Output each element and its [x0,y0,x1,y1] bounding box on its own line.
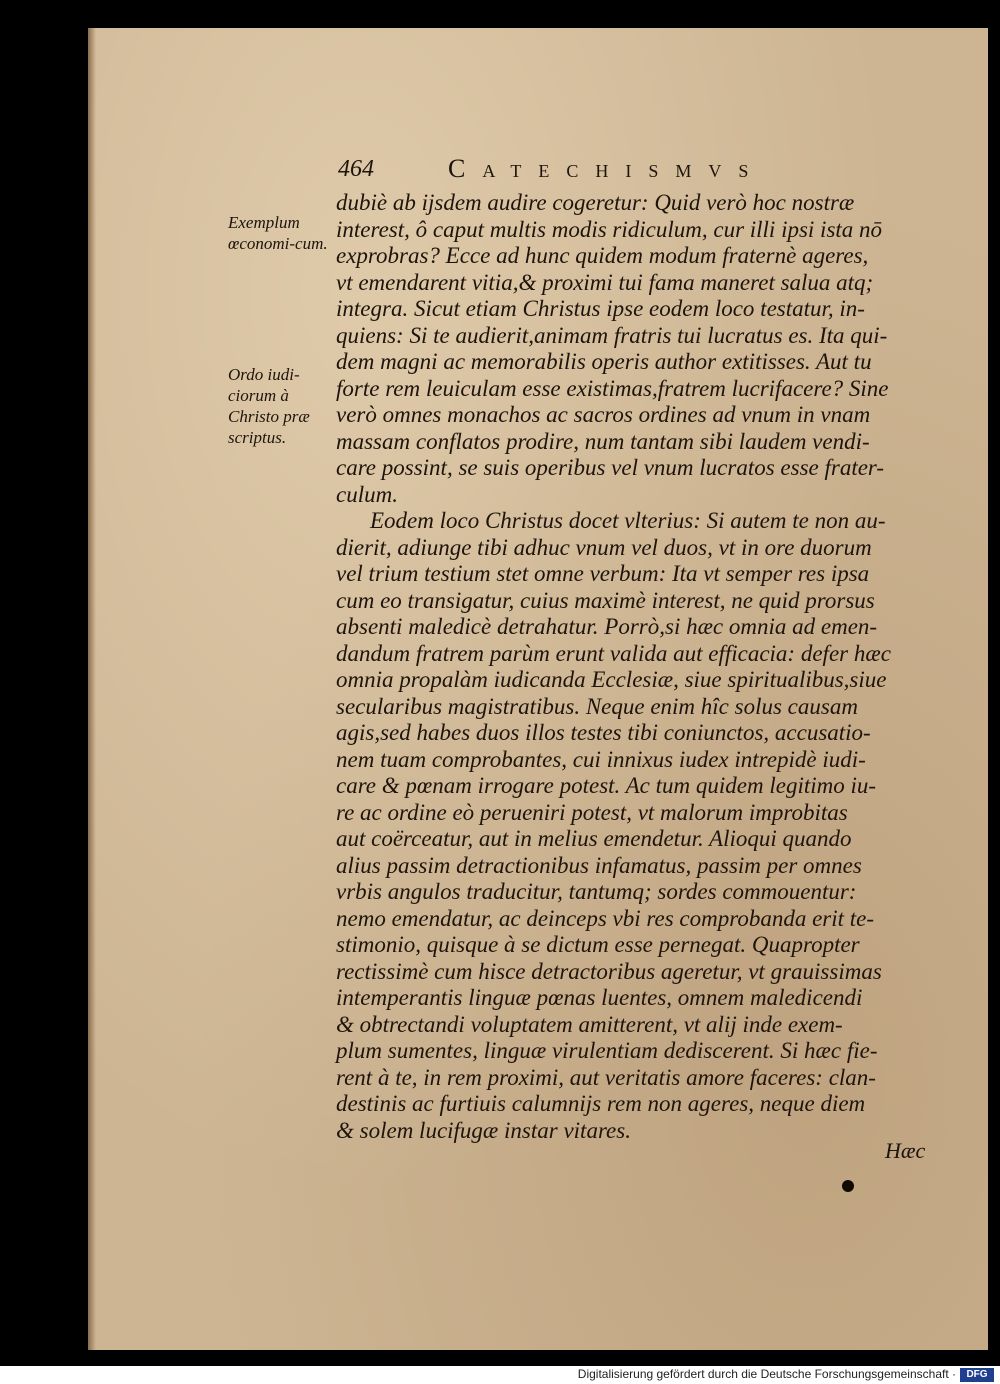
text-line: exprobras? Ecce ad hunc quidem modum fraternè ageres, [336,243,869,268]
text-line: nemo emendatur, ac deinceps vbi res comprobanda erit te- [336,905,875,931]
text-line: re ac ordine eò perueniri potest, vt malorum improbitas [336,799,848,825]
running-title: Catechismvs [448,154,766,183]
text-line: agis,sed habes duos illos testes tibi coniunctos, accusatio- [336,720,871,745]
text-line: secularibus magistratibus. Neque enim hîc solus causam [336,693,858,719]
text-line: stimonio, quisque à se dictum esse pernegat. Quapropter [336,932,860,957]
text-line: cum eo transigatur, cuius maximè interest, ne quid prorsus [336,587,875,613]
text-line: dandum fratrem parùm erunt valida aut efficacia: defer hæc [336,640,891,666]
body-text [336,190,956,1144]
text-line: alius passim detractionibus infamatus, passim per omnes [336,852,862,878]
page-header [338,150,838,190]
text-line: dem magni ac memorabilis operis author extitisses. Aut tu [336,349,872,374]
text-line: integra. Sicut etiam Christus ipse eodem loco testatur, in- [336,296,865,321]
text-line: nem tuam comprobantes, cui innixus iudex intrepidè iudi- [336,746,866,772]
text-line: verò omnes monachos ac sacros ordines ad vnum in vnam [336,402,871,427]
text-line: interest, ô caput multis modis ridiculum, cur illi ipsi ista nō [336,216,883,242]
text-line: massam conflatos prodire, num tantam sibi laudem vendi- [336,428,870,454]
page-number: 464 [338,156,374,182]
text-line: care possint, se suis operibus vel vnum lucratos esse frater- [336,455,885,480]
dfg-logo-icon: DFG [960,1368,994,1382]
footer-credit: Digitalisierung gefördert durch die Deutsche Forschungsgemeinschaft · [577,1367,956,1381]
text-line: rectissimè cum hisce detractoribus ageretur, vt grauissimas [336,958,882,984]
text-line: culum. [336,481,398,507]
text-line: aut coërceatur, aut in melius emendetur. Alioqui quando [336,826,852,851]
text-line: Eodem loco Christus docet vlterius: Si autem te non au- [370,508,886,533]
text-line: vrbis angulos traducitur, tantumq; sordes commouentur: [336,879,857,904]
catchword: Hæc [885,1138,926,1163]
text-line: & solem lucifugæ instar vitares. [336,1117,631,1143]
footer-bar [0,1366,1000,1384]
text-line: rent à te, in rem proximi, aut veritatis amore faceres: clan- [336,1064,876,1090]
page-gutter-shadow [88,28,96,1350]
text-line: dierit, adiunge tibi adhuc vnum vel duos, vt in ore duorum [336,534,872,560]
text-line: absenti maledicè detrahatur. Porrò,si hæc omnia ad emen- [336,614,878,639]
text-line: quiens: Si te audierit,animam fratris tui lucratus es. Ita qui- [336,322,888,348]
text-line: forte rem leuiculam esse existimas,fratrem lucrifacere? Sine [336,375,889,401]
text-line: destinis ac furtiuis calumnijs rem non ageres, neque diem [336,1091,866,1116]
text-line: care & pœnam irrogare potest. Ac tum quidem legitimo iu- [336,773,877,798]
text-line: plum sumentes, linguæ virulentiam dediscerent. Si hæc fie- [336,1038,878,1063]
margin-note-exemplum: Exemplum œconomi-cum. [228,213,328,253]
text-line: dubiè ab ijsdem audire cogeretur: Quid verò hoc nostræ [336,190,855,215]
ink-dot [842,1180,854,1192]
text-line: & obtrectandi voluptatem amitterent, vt alij inde exem- [336,1011,843,1037]
margin-note-ordo: Ordo iudi-ciorum à Christo præ scriptus. [228,365,310,447]
text-line: intemperantis linguæ pœnas luentes, omnem maledicendi [336,985,863,1010]
text-line: vel trium testium stet omne verbum: Ita vt semper res ipsa [336,561,870,586]
text-line: vt emendarent vitia,& proximi tui fama maneret salua atq; [336,269,874,295]
text-line: omnia propalàm iudicanda Ecclesiæ, siue spiritualibus,siue [336,667,887,692]
